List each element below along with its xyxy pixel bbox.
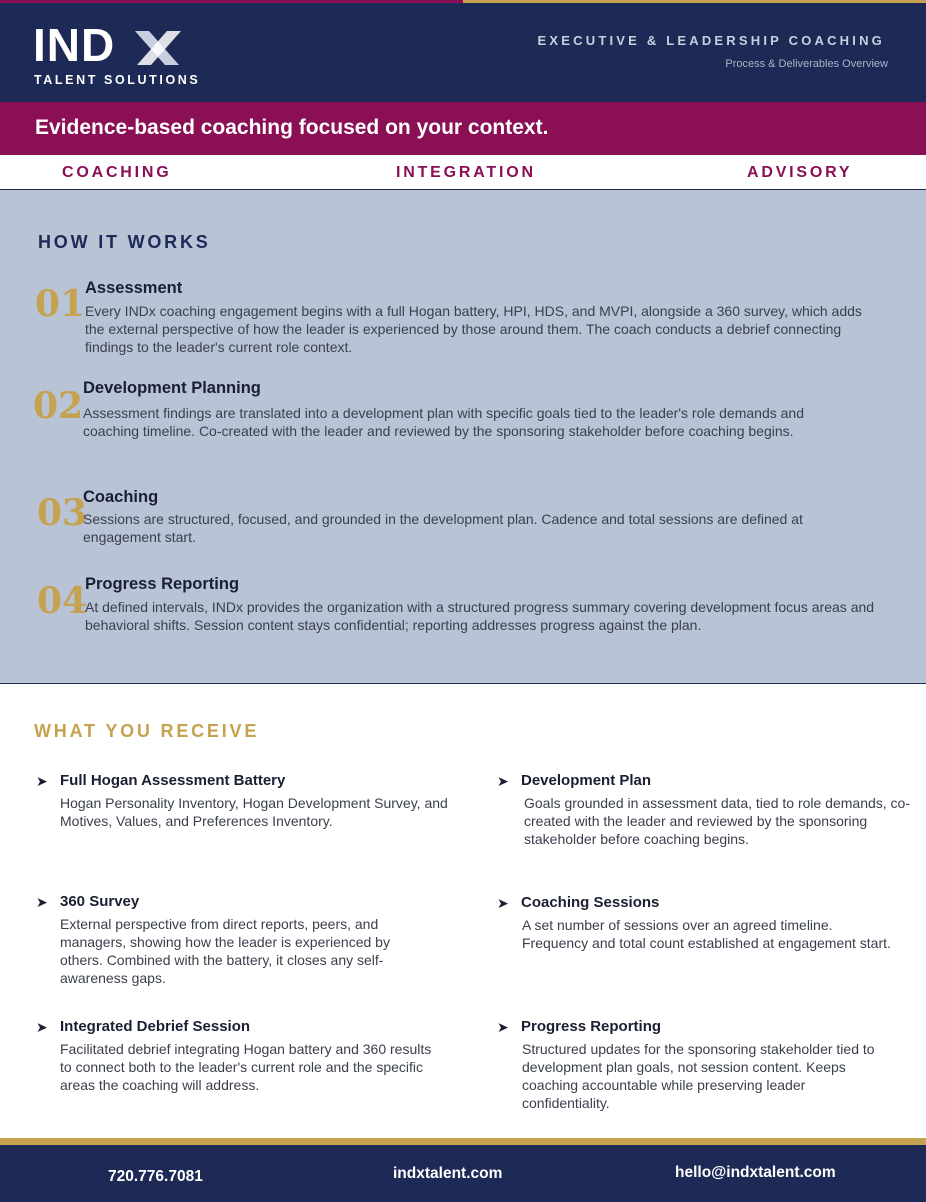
tagline-text: Evidence-based coaching focused on your context. xyxy=(35,116,549,139)
step-coaching xyxy=(37,487,887,547)
step-progress-reporting xyxy=(37,574,887,634)
section-title: HOW IT WORKS xyxy=(38,232,211,252)
deliverable-title: Progress Reporting xyxy=(521,1018,662,1035)
step-text: Sessions are structured, focused, and grounded in the development plan. Cadence and total sessions are defined at engagement start. xyxy=(83,511,803,545)
logo-subtitle: TALENT SOLUTIONS xyxy=(34,73,201,87)
section-title: WHAT YOU RECEIVE xyxy=(34,721,260,741)
step-number: 04 xyxy=(37,580,88,622)
how-it-works-section xyxy=(0,190,926,684)
deliverable-text: External perspective from direct reports, peers, and managers, showing how the leader is experienced by others. Combined with the battery, it closes any self-awareness gaps. xyxy=(60,916,390,986)
arrow-bullet-icon: ➤ xyxy=(497,895,509,911)
deliverable-text: A set number of sessions over an agreed timeline. Frequency and total count established at engagement start. xyxy=(522,917,891,951)
step-title: Progress Reporting xyxy=(85,575,240,593)
step-text: Assessment findings are translated into a development plan with specific goals tied to the leader's role demands and coaching timeline. Co-created with the leader and reviewed by the sponsoring stakeholder before coaching begins. xyxy=(83,405,804,439)
footer-phone[interactable]: 720.776.7081 xyxy=(108,1168,203,1185)
step-number: 03 xyxy=(37,492,88,534)
deliverable-title: Coaching Sessions xyxy=(521,894,660,911)
tab-integration: INTEGRATION xyxy=(396,164,536,181)
footer-website[interactable]: indxtalent.com xyxy=(393,1165,503,1182)
tab-advisory: ADVISORY xyxy=(747,164,853,181)
step-title: Assessment xyxy=(85,279,183,297)
deliverable-title: Integrated Debrief Session xyxy=(60,1018,251,1035)
footer-email[interactable]: hello@indxtalent.com xyxy=(675,1164,836,1181)
deliverable-title: Full Hogan Assessment Battery xyxy=(60,772,286,789)
footer xyxy=(0,1145,926,1202)
step-development-planning xyxy=(33,378,883,458)
arrow-bullet-icon: ➤ xyxy=(497,773,509,789)
document-title: EXECUTIVE & LEADERSHIP COACHING xyxy=(537,33,885,48)
logo-x-mark xyxy=(133,25,183,69)
service-tabs xyxy=(0,155,926,190)
header xyxy=(0,3,926,102)
footer-divider xyxy=(0,1138,926,1145)
deliverable-text: Facilitated debrief integrating Hogan battery and 360 results to connect both to the leader's current role and the specific areas the coaching will address. xyxy=(60,1041,432,1093)
deliverable-text: Structured updates for the sponsoring stakeholder tied to development plan goals, not session content. Keeps coaching accountable while preserving leader confidentiality. xyxy=(522,1041,875,1111)
arrow-bullet-icon: ➤ xyxy=(36,894,48,910)
step-number: 01 xyxy=(35,283,86,325)
step-text: Every INDx coaching engagement begins with a full Hogan battery, HPI, HDS, and MVPI, alongside a 360 survey, which adds the external perspective of how the leader is experienced by those around them. The coach conducts a debrief connecting findings to the leader's current role context. xyxy=(85,303,862,355)
arrow-bullet-icon: ➤ xyxy=(36,1019,48,1035)
arrow-bullet-icon: ➤ xyxy=(36,773,48,789)
logo-wordmark: IND xyxy=(33,19,116,71)
step-title: Coaching xyxy=(83,488,159,506)
tagline-banner xyxy=(0,102,926,155)
step-text: At defined intervals, INDx provides the organization with a structured progress summary covering development focus areas and behavioral shifts. Session content stays confidential; reporting addresses progress against the plan. xyxy=(85,599,875,633)
arrow-bullet-icon: ➤ xyxy=(497,1019,509,1035)
deliverable-title: 360 Survey xyxy=(60,893,140,910)
step-assessment xyxy=(35,278,885,358)
deliverable-text: Goals grounded in assessment data, tied to role demands, co-created with the leader and reviewed by the sponsoring stakeholder before coaching begins. xyxy=(524,795,910,847)
step-number: 02 xyxy=(33,385,84,427)
deliverable-text: Hogan Personality Inventory, Hogan Development Survey, and Motives, Values, and Preferences Inventory. xyxy=(60,795,448,829)
tab-coaching: COACHING xyxy=(62,164,172,181)
step-title: Development Planning xyxy=(83,379,261,397)
deliverable-title: Development Plan xyxy=(521,772,652,789)
document-subtitle: Process & Deliverables Overview xyxy=(725,58,888,70)
